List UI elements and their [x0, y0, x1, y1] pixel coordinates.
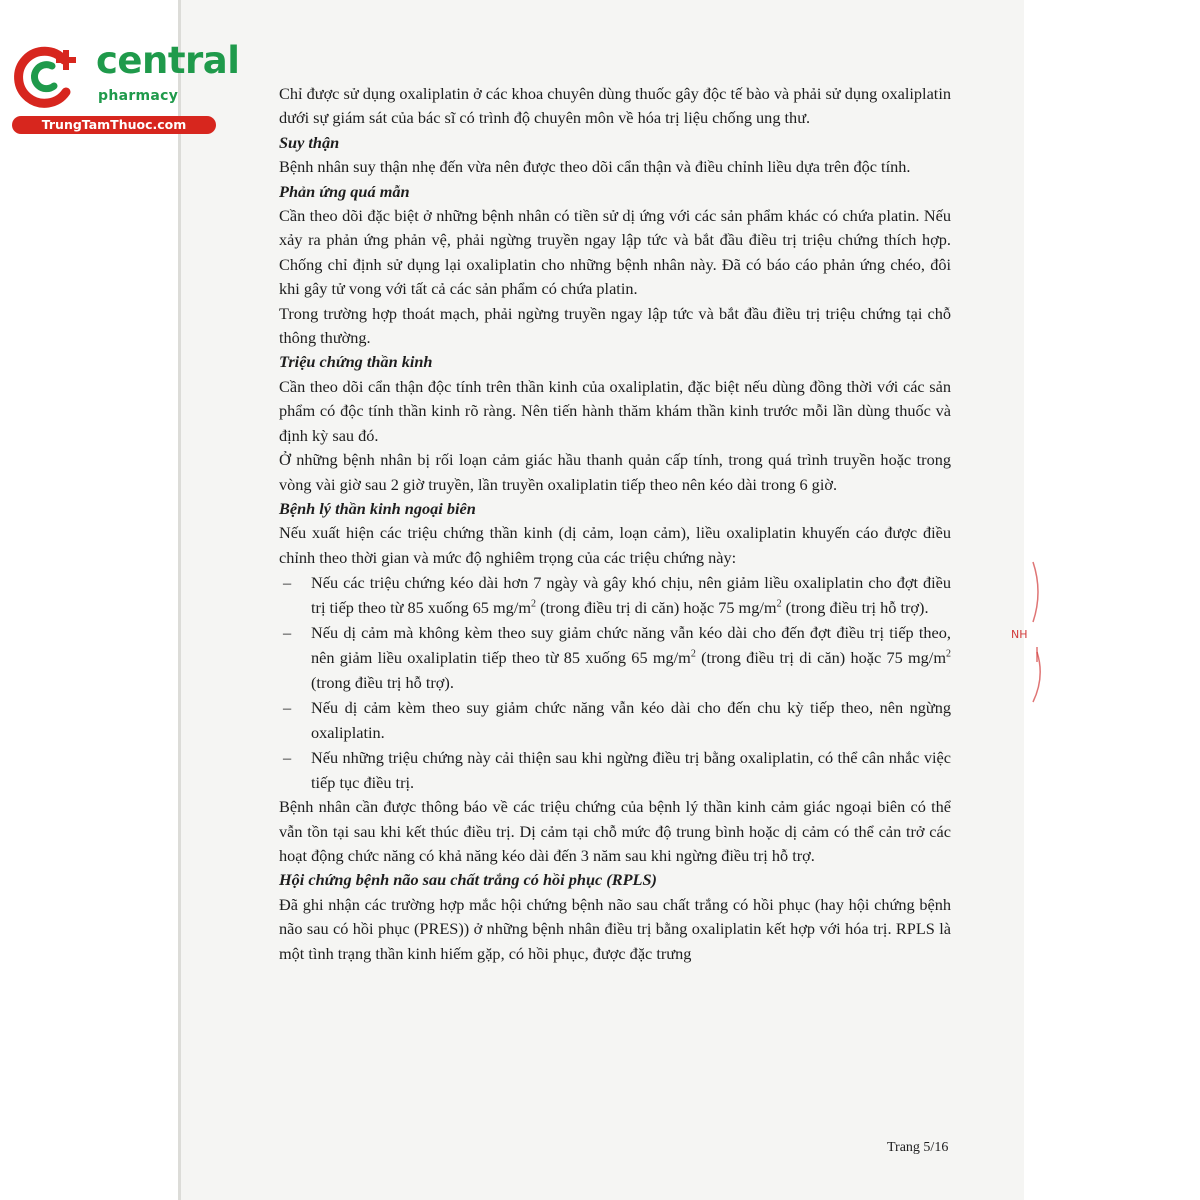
stamp-text: NH [1011, 628, 1028, 641]
neurological-paragraph-1: Cần theo dõi cẩn thận độc tính trên thần kinh của oxaliplatin, đặc biệt nếu dùng đồng thời với các sản phẩm có độc tính thần kinh rõ ràng. Nên tiến hành thăm khám thần kinh trước mỗi lần dùng thuốc và định kỳ sau đó. [279, 376, 951, 445]
rpls-paragraph: Đã ghi nhận các trường hợp mắc hội chứng bệnh não sau chất trắng có hồi phục (hay hội chứng bệnh não sau có hồi phục (PRES)) ở những bệnh nhân điều trị bằng oxaliplatin kết hợp với hóa trị. RPLS là một tình trạng thần kinh hiếm gặp, có hồi phục, được đặc trưng [279, 894, 951, 963]
heading-rpls: Hội chứng bệnh não sau chất trắng có hồi phục (RPLS) [279, 870, 657, 890]
document-body [279, 82, 951, 966]
dose-adjustment-list [279, 570, 951, 795]
list-dash: – [283, 748, 292, 768]
heading-renal: Suy thận [279, 132, 340, 152]
heading-peripheral-neuropathy: Bệnh lý thần kinh ngoại biên [279, 498, 476, 518]
page-edge [178, 0, 181, 1200]
list-item: – Nếu các triệu chứng kéo dài hơn 7 ngày và gây khó chịu, nên giảm liều oxaliplatin cho đợt điều trị tiếp theo từ 85 xuống 65 $mg/m^2$ (trong điều trị di căn) hoặc 75 $mg/m^2$ (trong điều trị hỗ trợ). [279, 570, 951, 620]
extravasation-paragraph: Trong trường hợp thoát mạch, phải ngừng truyền ngay lập tức và bắt đầu điều trị triệu chứng tại chỗ thông thường. [279, 303, 951, 348]
list-dash: – [283, 698, 292, 718]
logo-website: TrungTamThuoc.com [12, 116, 216, 134]
list-dash: – [283, 623, 292, 643]
red-stamp-fragment [1003, 552, 1043, 712]
peripheral-paragraph-2: Bệnh nhân cần được thông báo về các triệu chứng của bệnh lý thần kinh cảm giác ngoại biên có thể vẫn tồn tại sau khi kết thúc điều trị. Dị cảm tại chỗ mức độ trung bình hoặc dị cảm có thể cản trở các hoạt động chức năng có khả năng kéo dài đến 3 năm sau khi ngừng điều trị hỗ trợ. [279, 797, 951, 865]
neurological-paragraph-2: Ở những bệnh nhân bị rối loạn cảm giác hầu thanh quản cấp tính, trong quá trình truyền hoặc trong vòng vài giờ sau 2 giờ truyền, lần truyền oxaliplatin tiếp theo nên kéo dài trong 6 giờ. [279, 450, 951, 494]
renal-paragraph: Bệnh nhân suy thận nhẹ đến vừa nên được theo dõi cẩn thận và điều chỉnh liều dựa trên độc tính. [279, 157, 911, 177]
list-item: – Nếu dị cảm mà không kèm theo suy giảm chức năng vẫn kéo dài cho đến đợt điều trị tiếp theo, nên giảm liều oxaliplatin tiếp theo từ 85 xuống 65 $mg/m^2$ (trong điều trị di căn) hoặc 75 $mg/m^2$ (trong điều trị hỗ trợ). [279, 620, 951, 695]
pharmacy-logo[interactable] [8, 38, 240, 138]
list-item: – Nếu dị cảm kèm theo suy giảm chức năng vẫn kéo dài cho đến chu kỳ tiếp theo, nên ngừng oxaliplatin. [279, 695, 951, 745]
logo-subtitle: pharmacy [98, 88, 179, 104]
peripheral-intro: Nếu xuất hiện các triệu chứng thần kinh (dị cảm, loạn cảm), liều oxaliplatin khuyến cáo được điều chỉnh theo thời gian và mức độ nghiêm trọng của các triệu chứng này: [279, 523, 951, 567]
logo-wordmark: central [96, 39, 240, 82]
intro-paragraph: Chỉ được sử dụng oxaliplatin ở các khoa chuyên dùng thuốc gây độc tế bào và phải sử dụng oxaliplatin dưới sự giám sát của bác sĩ có trình độ chuyên môn về hóa trị liệu chống ung thư. [279, 84, 951, 128]
list-item: – Nếu những triệu chứng này cải thiện sau khi ngừng điều trị bằng oxaliplatin, có thể cân nhắc việc tiếp tục điều trị. [279, 745, 951, 795]
hypersensitivity-paragraph: Cần theo dõi đặc biệt ở những bệnh nhân có tiền sử dị ứng với các sản phẩm khác có chứa platin. Nếu xảy ra phản ứng phản vệ, phải ngừng truyền ngay lập tức và bắt đầu điều trị triệu chứng thích hợp. Chống chỉ định sử dụng lại oxaliplatin cho những bệnh nhân này. Đã có báo cáo phản ứng chéo, đôi khi gây tử vong với tất cả các sản phẩm có chứa platin. [279, 206, 951, 299]
logo-symbol-icon [12, 40, 84, 112]
list-dash: – [283, 573, 292, 593]
heading-hypersensitivity: Phản ứng quá mẫn [279, 181, 410, 201]
heading-neurological: Triệu chứng thần kinh [279, 352, 433, 372]
page-number: Trang 5/16 [887, 1140, 949, 1155]
